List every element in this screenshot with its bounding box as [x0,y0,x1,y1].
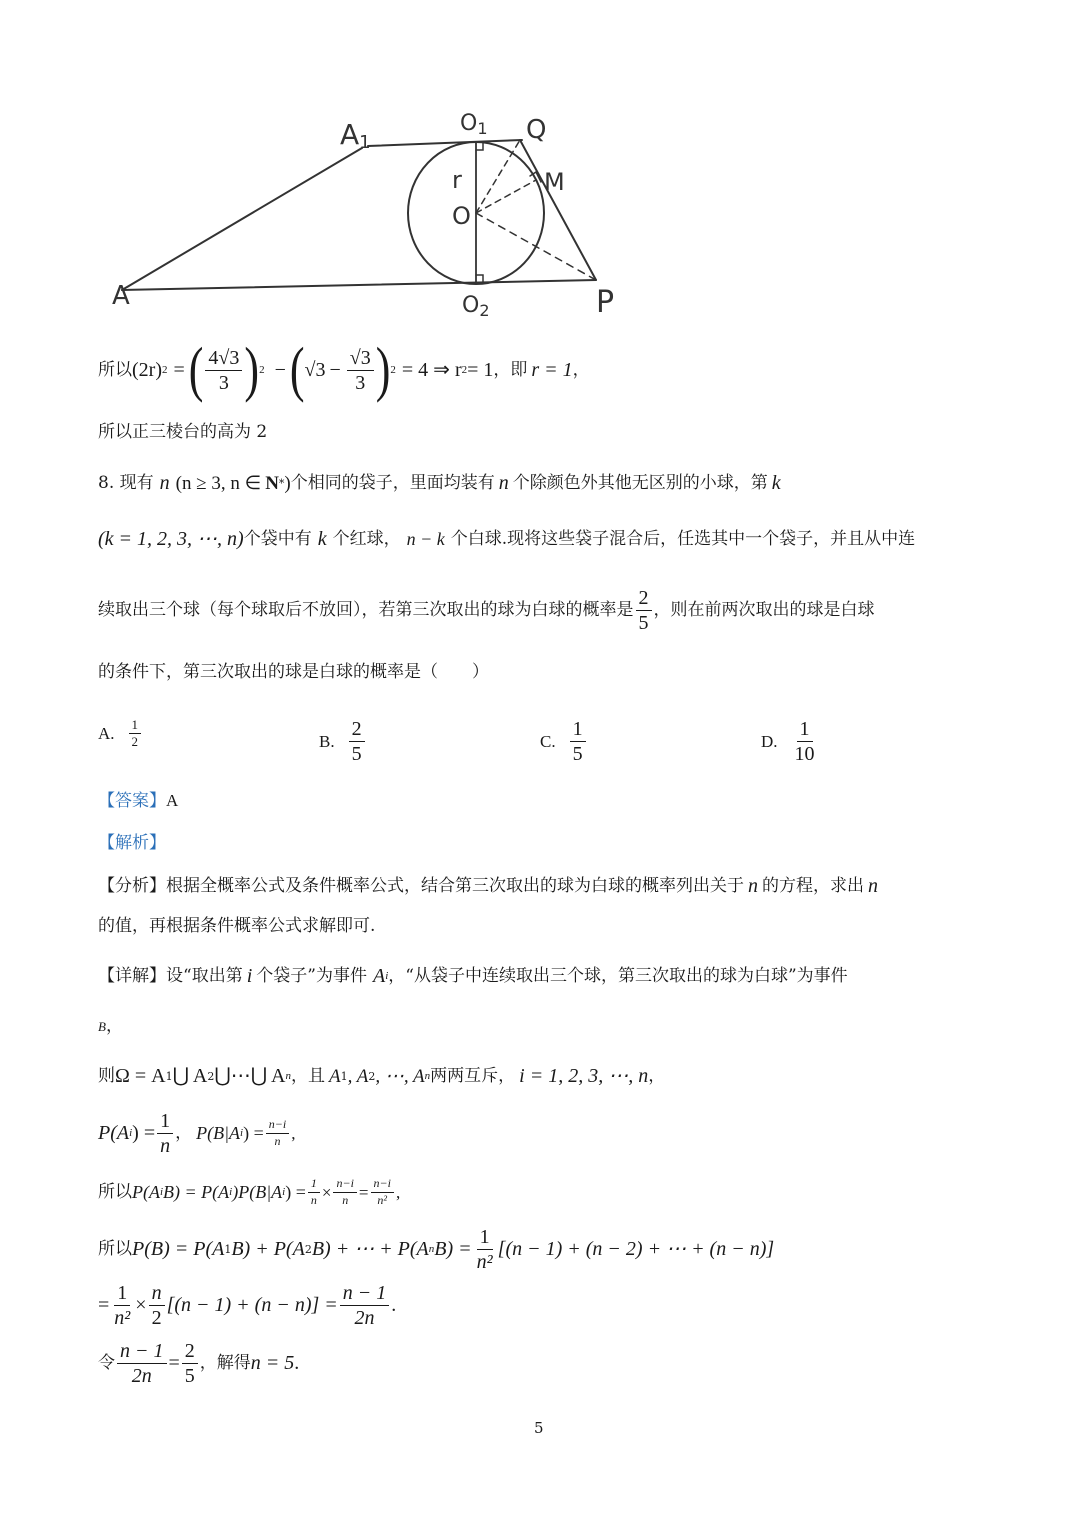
label-q: Q [526,115,547,145]
solve-line: 令 $\frac{n - 1}{2n}$ = $\frac{2}{5}$ ，解得 n = 5 . [98,1339,300,1387]
question-8-line-3: 续取出三个球（每个球取后不放回），若第三次取出的球为白球的概率是 $\frac{2}{5}$ ，则在前两次取出的球是白球 [98,586,875,634]
question-8-line-1: 8. 现有 n (n ≥ 3, n ∈ N * ) 个相同的袋子，里面均装有 n 个除颜色外其他无区别的小球，第 k [98,472,781,494]
equation-radius: 所以 (2r) 2 = ( $\frac{4√3}{3}$ ) 2 − ( √3 − $\frac{√3}{3}$ ) 2 = 4 ⇒ r 2 = 1 ，即 r = 1 ， [98,335,590,404]
answer-line [98,792,178,810]
label-o1: O1 [460,111,488,138]
joint-probability-line: 所以 P(A i B) = P(A i )P(B|A i ) = $\frac{1}{n}$ × $\frac{n-i}{n}$ = $\frac{n-i}{\text{n²}}$ , [98,1176,401,1207]
option-d[interactable]: D. $\frac{1}{10}$ [761,718,815,765]
label-p: P [596,285,615,320]
analysis-tag-line: 【解析】 [98,833,166,853]
detail-line-2: B， [98,1016,123,1036]
page-number: 5 [534,1419,544,1437]
total-probability-line: 所以 P(B) = P(A 1 B) + P(A 2 B) + ⋯ + P(A n B) = $\frac{1}{\text{n²}}$ [(n − 1) + (n − 2) + ⋯ + (n − n)] [98,1225,775,1273]
fenxi-line-2: 的值，再根据条件概率公式求解即可. [98,916,376,936]
answer-value: A [166,791,179,810]
option-c[interactable]: C. $\frac{1}{5}$ [540,718,588,765]
label-m: M [544,168,565,196]
option-a[interactable]: A. $\frac{1}{2}$ [98,718,143,750]
segment-o-m [476,180,536,213]
label-o: O [452,202,471,230]
omega-line: 则 Ω = A 1 ⋃ A 2 ⋃⋯⋃ A n ，且 A 1 , A 2 , ⋯, A n 两两互斥， i = 1, 2, 3, ⋯, n ， [98,1065,666,1087]
question-8-line-4: 的条件下，第三次取出的球是白球的概率是（ ） [98,662,489,682]
label-r: r [452,166,462,194]
detail-line-1: 【详解】 设“取出第 i 个袋子”为事件 A i ，“从袋子中连续取出三个球，第三次取出的球为白球”为事件 [98,965,848,987]
segment-o-q [476,140,520,213]
label-o2: O2 [462,293,490,320]
answer-tag: 【答案】 [98,791,166,811]
segment-a-p [122,280,596,290]
question-8-line-2: (k = 1, 2, 3, ⋯, n) 个袋中有 k 个红球， n − k 个白球.现将这些袋子混合后，任选其中一个袋子，并且从中连 [98,528,916,550]
label-a: A [112,281,130,311]
sum-line: = $\frac{1}{\text{n²}}$ × $\frac{n}{2}$ [(n − 1) + (n − n)] = $\frac{n - 1}{2n}$ . [98,1281,397,1329]
fenxi-line-1: 【分析】 根据全概率公式及条件概率公式，结合第三次取出的球为白球的概率列出关于 n 的方程，求出 n [98,875,878,897]
segment-a-a1 [122,148,362,290]
height-statement: 所以正三棱台的高为 2 [98,422,268,442]
probability-ai-line: P(A i ) = $\frac{1}{n}$ ， P(B|A i ) = $\frac{n-i}{n}$ , [98,1109,296,1157]
option-b[interactable]: B. $\frac{2}{5}$ [319,718,367,765]
label-a1: A1 [340,118,371,153]
geometry-figure [100,100,640,330]
